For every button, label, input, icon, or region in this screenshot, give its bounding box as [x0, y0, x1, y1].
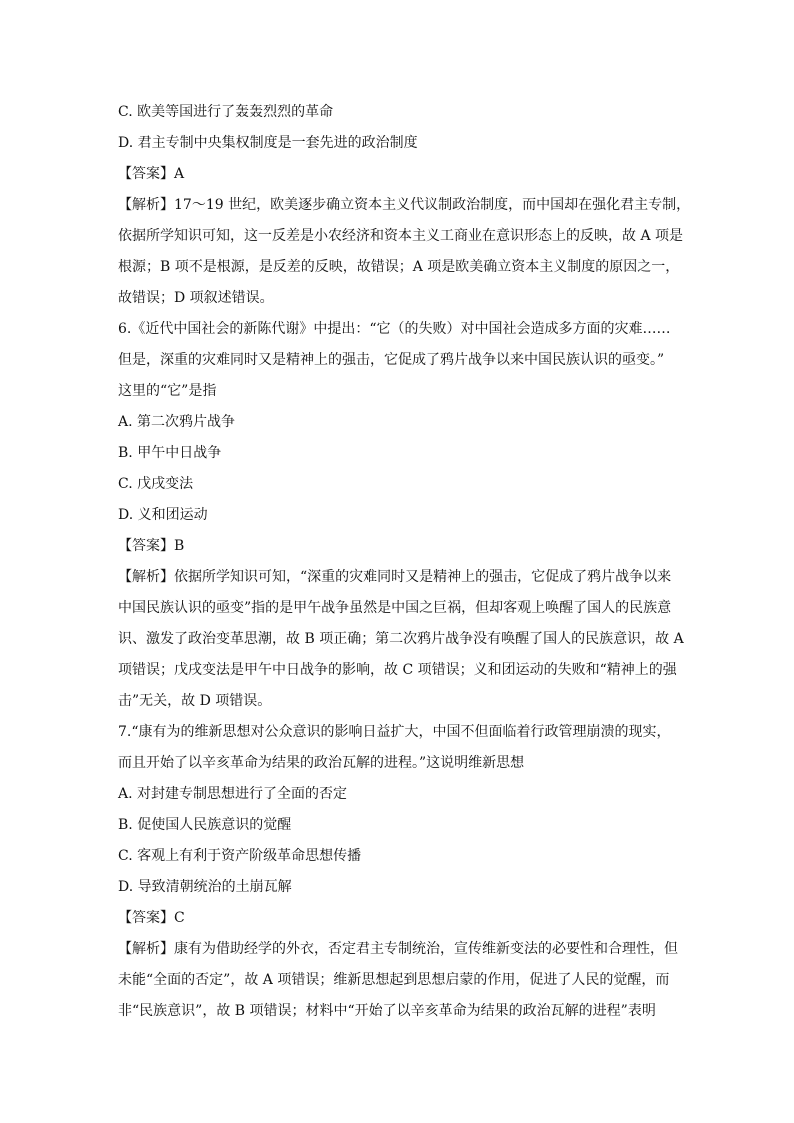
analysis-q7-line-3: 非“民族意识”，故 B 项错误；材料中“开始了以辛亥革命为结果的政治瓦解的进程”表明 [118, 1003, 656, 1019]
analysis-q7-line-2: 未能“全面的否定”，故 A 项错误；维新思想起到思想启蒙的作用，促进了人民的觉醒，而 [118, 972, 670, 988]
analysis-q6-line-2: 中国民族认识的亟变”指的是甲午战争虽然是中国之巨祸，但却客观上唤醒了国人的民族意 [118, 600, 672, 616]
option-d: D. 导致清朝统治的土崩瓦解 [118, 879, 292, 895]
option-c: C. 戊戌变法 [118, 476, 194, 492]
option-c: C. 欧美等国进行了轰轰烈烈的革命 [118, 104, 334, 120]
option-d: D. 君主专制中央集权制度是一套先进的政治制度 [118, 135, 418, 151]
question-6-line-2: 但是，深重的灾难同时又是精神上的强击，它促成了鸦片战争以来中国民族认识的亟变。” [118, 352, 665, 368]
option-d: D. 义和团运动 [118, 507, 208, 523]
answer-q5: 【答案】A [118, 166, 185, 182]
answer-q6: 【答案】B [118, 538, 185, 554]
document-body [118, 97, 691, 1027]
analysis-q5-line-2: 依据所学知识可知，这一反差是小农经济和资本主义工商业在意识形态上的反映，故 A 项是 [118, 228, 684, 244]
analysis-q7-line-1: 【解析】康有为借助经学的外衣，否定君主专制统治，宣传维新变法的必要性和合理性，但 [118, 941, 678, 957]
analysis-q6-line-1: 【解析】依据所学知识可知，“深重的灾难同时又是精神上的强击，它促成了鸦片战争以来 [118, 569, 672, 585]
analysis-q5-line-4: 故错误；D 项叙述错误。 [118, 290, 274, 306]
analysis-q6-line-5: 击”无关，故 D 项错误。 [118, 693, 272, 709]
analysis-q5-line-3: 根源；B 项不是根源，是反差的反映，故错误；A 项是欧美确立资本主义制度的原因之一， [118, 259, 680, 275]
analysis-q6-line-4: 项错误；戊戌变法是甲午中日战争的影响，故 C 项错误；义和团运动的失败和“精神上的强 [118, 662, 677, 678]
analysis-q6-line-3: 识、激发了政治变革思潮，故 B 项正确；第二次鸦片战争没有唤醒了国人的民族意识，故 A [118, 631, 684, 647]
option-c: C. 客观上有利于资产阶级革命思想传播 [118, 848, 362, 864]
question-7-line-2: 而且开始了以辛亥革命为结果的政治瓦解的进程。”这说明维新思想 [118, 755, 525, 771]
option-b: B. 促使国人民族意识的觉醒 [118, 817, 292, 833]
option-a: A. 对封建专制思想进行了全面的否定 [118, 786, 348, 802]
analysis-q5-line-1: 【解析】17～19 世纪，欧美逐步确立资本主义代议制政治制度，而中国却在强化君主专制， [118, 197, 691, 213]
option-a: A. 第二次鸦片战争 [118, 414, 236, 430]
question-6-line-1: 6.《近代中国社会的新陈代谢》中提出：“它（的失败）对中国社会造成多方面的灾难…… [118, 321, 671, 337]
question-6-line-3: 这里的“它”是指 [118, 383, 217, 399]
question-7-line-1: 7.“康有为的维新思想对公众意识的影响日益扩大，中国不但面临着行政管理崩溃的现实， [118, 724, 671, 740]
answer-q7: 【答案】C [118, 910, 185, 926]
option-b: B. 甲午中日战争 [118, 445, 222, 461]
